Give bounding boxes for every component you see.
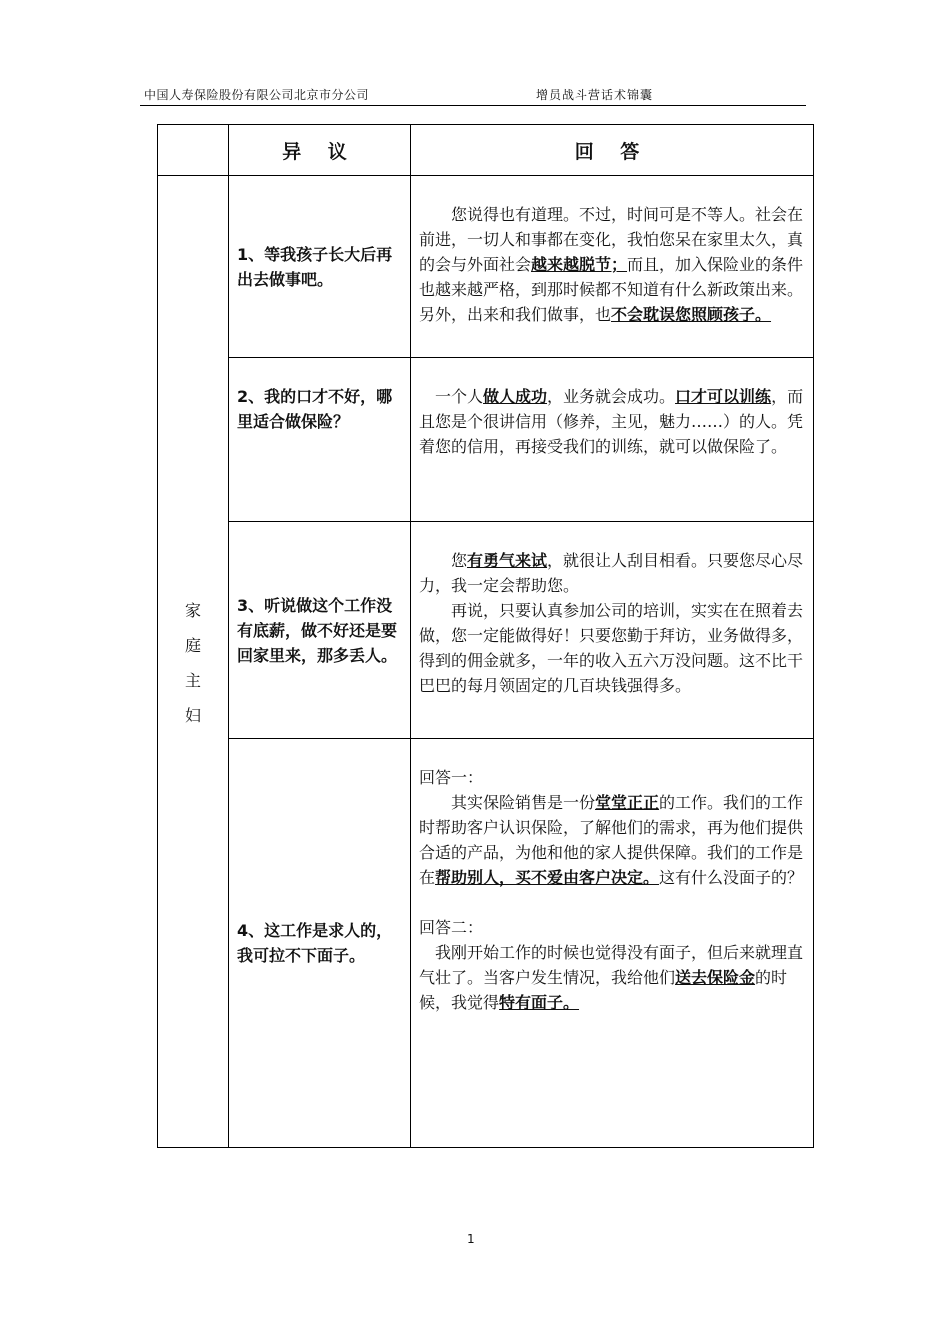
question-cell: 4、这工作是求人的，我可拉不下面子。: [229, 739, 411, 1148]
corner-cell: [158, 125, 229, 176]
objection-column-header: 异 议: [229, 125, 411, 176]
table-header-row: [158, 125, 814, 176]
emphasis: 有勇气来试: [467, 551, 548, 570]
emphasis: 堂堂正正: [595, 793, 660, 812]
category-cell: [158, 176, 229, 1148]
answer-cell: [411, 739, 814, 1148]
answer-text: 您有勇气来试，就很让人刮目相看。只要您尽心尽力，我一定会帮助您。: [419, 551, 804, 595]
table-row: [158, 358, 814, 522]
document-title: 增员战斗营话术锦囊: [536, 88, 654, 102]
emphasis: 做人成功: [483, 387, 548, 406]
answer-text: 您说得也有道理。不过，时间可是不等人。社会在前进，一切人和事都在变化，我怕您呆在家里太久，真的会与外面社会越来越脱节；而且，加入保险业的条件也越来越严格，到那时候都不知道有什么新政策出来。另外，出来和我们做事，也不会耽误您照顾孩子。: [419, 205, 804, 324]
question-cell: 2、我的口才不好，哪里适合做保险？: [229, 358, 411, 522]
objection-table: [157, 124, 814, 1148]
emphasis: 帮助别人，买不爱由客户决定。: [435, 868, 660, 887]
page-number: 1: [467, 1232, 475, 1246]
answer-text: 我刚开始工作的时候也觉得没有面子，但后来就理直气壮了。当客户发生情况，我给他们送去保险金的时候，我觉得特有面子。: [419, 943, 804, 1012]
company-name: 中国人寿保险股份有限公司北京市分公司: [144, 88, 370, 102]
emphasis: 送去保险金: [675, 968, 756, 987]
emphasis: 特有面子。: [499, 993, 580, 1012]
category-char: 庭: [184, 635, 201, 655]
page-header: [140, 86, 806, 106]
category-char: 妇: [184, 705, 201, 725]
category-char: 主: [184, 670, 201, 690]
answer-label: 回答一：: [419, 768, 484, 787]
answer-text: 其实保险销售是一份堂堂正正的工作。我们的工作时帮助客户认识保险，了解他们的需求，再为他们提供合适的产品，为他和他的家人提供保障。我们的工作是在帮助别人，买不爱由客户决定。这有什么没面子的？: [419, 793, 804, 887]
emphasis: 越来越脱节；: [531, 255, 628, 274]
answer-column-header: 回 答: [411, 125, 814, 176]
emphasis: 不会耽误您照顾孩子。: [611, 305, 772, 324]
table-row: [158, 176, 814, 358]
header-rule: [140, 105, 806, 106]
category-char: 家: [184, 600, 201, 620]
answer-label: 回答二：: [419, 918, 484, 937]
emphasis: 口才可以训练: [675, 387, 772, 406]
answer-text: 再说，只要认真参加公司的培训，实实在在照着去做，您一定能做得好！只要您勤于拜访，业务做得多，得到的佣金就多，一年的收入五六万没问题。这不比干巴巴的每月领固定的几百块钱强得多。: [419, 601, 804, 695]
answer-cell: [411, 176, 814, 358]
answer-text: 一个人做人成功，业务就会成功。口才可以训练，而且您是个很讲信用（修养，主见，魅力……）的人。凭着您的信用，再接受我们的训练，就可以做保险了。: [419, 387, 804, 456]
table-row: [158, 739, 814, 1148]
question-cell: 1、等我孩子长大后再出去做事吧。: [229, 176, 411, 358]
question-cell: 3、听说做这个工作没有底薪，做不好还是要回家里来，那多丢人。: [229, 522, 411, 739]
answer-cell: [411, 358, 814, 522]
table-row: [158, 522, 814, 739]
answer-cell: [411, 522, 814, 739]
